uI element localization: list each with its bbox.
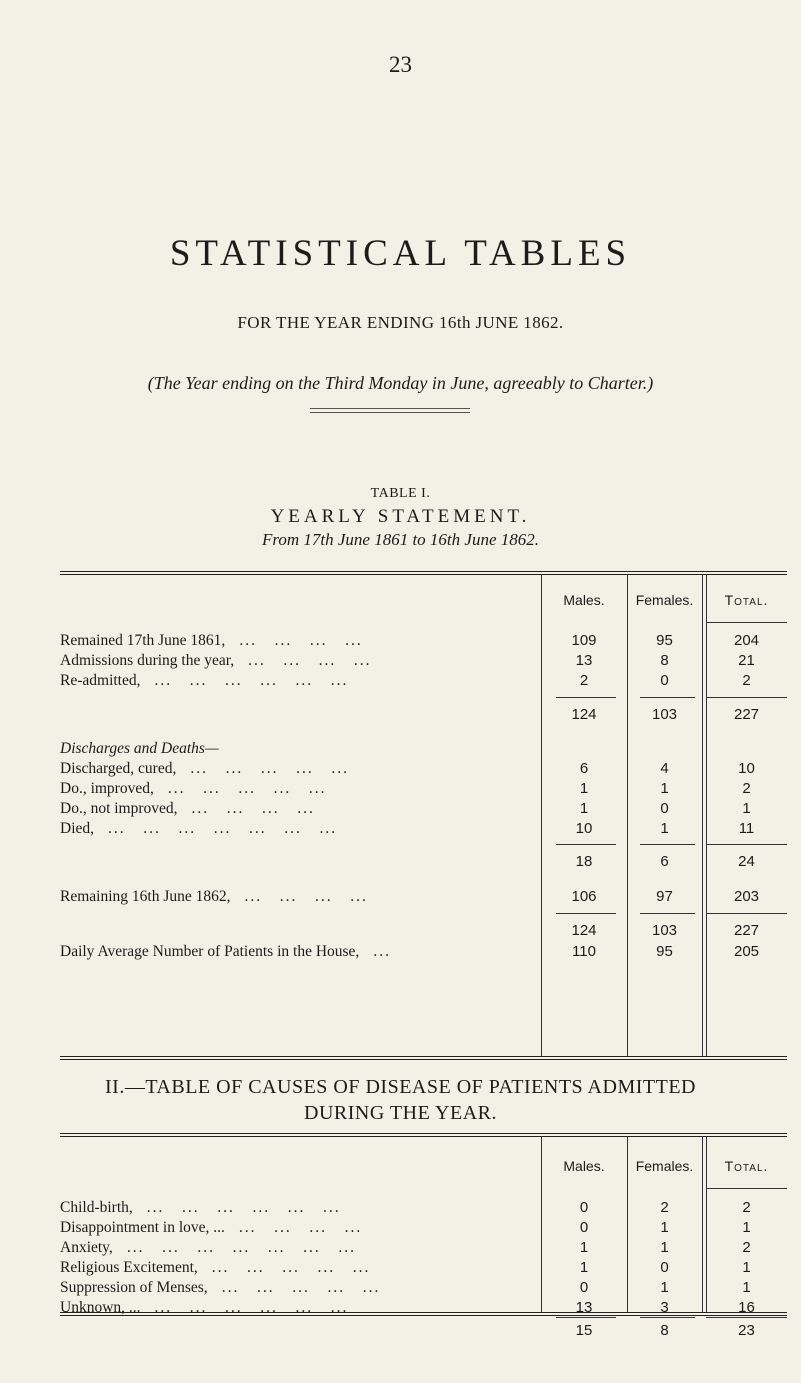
value-total: 2	[742, 1199, 751, 1216]
row-label-text: Remained 17th June 1861,	[60, 632, 226, 649]
row-label	[60, 740, 233, 758]
value-females: 8	[660, 1322, 669, 1339]
sum-rule	[706, 697, 787, 698]
leader-dots: ... ... ... ... ... ...	[154, 1299, 349, 1316]
table-bottom-rule	[60, 1056, 787, 1057]
row-label	[60, 1199, 341, 1217]
value-males: 13	[575, 1299, 593, 1316]
value-males: 106	[571, 888, 597, 905]
value-total: 227	[733, 922, 760, 939]
value-females: 97	[656, 888, 673, 905]
value-females: 2	[660, 1199, 669, 1216]
value-females: 1	[660, 1279, 669, 1296]
leader-dots: ... ... ... ... ...	[221, 1279, 381, 1296]
value-males: 124	[571, 706, 597, 723]
table2-title: II.—TABLE OF CAUSES OF DISEASE OF PATIENTS ADMITTED	[105, 1076, 696, 1098]
column-rule	[702, 1136, 703, 1312]
row-label	[60, 922, 74, 940]
row-label	[60, 1279, 380, 1297]
value-total: 1	[742, 800, 751, 817]
value-females: 4	[660, 760, 669, 777]
row-label	[60, 1322, 74, 1340]
value-males: 6	[579, 760, 589, 777]
value-total: 16	[738, 1299, 755, 1316]
value-total: 23	[738, 1322, 755, 1339]
page-subtitle: FOR THE YEAR ENDING 16th JUNE 1862.	[237, 313, 564, 332]
sum-rule	[556, 697, 616, 698]
leader-dots: ... ... ... ...	[238, 1219, 363, 1236]
row-label-text: Daily Average Number of Patients in the House,	[60, 943, 360, 960]
value-males: 13	[575, 652, 593, 669]
value-females: 0	[660, 672, 669, 689]
value-females: 0	[660, 800, 669, 817]
value-females: 6	[660, 853, 669, 870]
value-total: 11	[738, 820, 755, 837]
value-total: 21	[738, 652, 755, 669]
row-label	[60, 820, 337, 838]
value-males: 15	[575, 1322, 593, 1339]
leader-dots: ... ... ... ... ... ...	[154, 672, 349, 689]
value-males: 124	[571, 922, 597, 939]
value-males: 10	[575, 820, 593, 837]
column-header-males: Males.	[563, 1158, 605, 1174]
row-label-text: Discharges and Deaths—	[60, 740, 219, 757]
sum-rule	[640, 844, 695, 845]
row-label	[60, 1219, 362, 1237]
leader-dots: ... ... ... ...	[239, 632, 363, 649]
row-label	[60, 632, 363, 650]
value-total: 1	[742, 1279, 751, 1296]
table-top-rule	[60, 1133, 787, 1137]
row-label	[60, 652, 372, 670]
leader-dots: ... ... ... ... ...	[167, 780, 327, 797]
value-males: 109	[571, 632, 597, 649]
table1-date-range: From 17th June 1861 to 16th June 1862.	[262, 530, 539, 549]
leader-dots: ... ... ... ... ...	[190, 760, 349, 777]
sum-rule	[706, 1317, 787, 1318]
sum-rule	[556, 844, 616, 845]
total-header-rule	[706, 622, 787, 623]
row-label	[60, 780, 326, 798]
row-label	[60, 760, 349, 778]
row-label	[60, 706, 74, 724]
value-total: 2	[742, 780, 751, 797]
row-label-text: Admissions during the year,	[60, 652, 235, 669]
row-label	[60, 888, 368, 906]
leader-dots: ... ... ... ... ... ... ...	[108, 820, 338, 837]
value-total: 24	[738, 853, 755, 870]
sum-rule	[640, 697, 695, 698]
column-header-females: Females.	[635, 1158, 694, 1174]
divider-rule	[310, 412, 470, 413]
value-females: 1	[660, 1219, 669, 1236]
page-title: STATISTICAL TABLES	[169, 233, 632, 274]
value-males: 1	[579, 800, 589, 817]
leader-dots: ... ... ... ...	[248, 652, 372, 669]
value-males: 1	[579, 780, 589, 797]
row-label-text: Unknown, ...	[60, 1299, 141, 1316]
row-label-text: Discharged, cured,	[60, 760, 177, 777]
sum-rule	[640, 1317, 695, 1318]
value-males: 0	[579, 1279, 589, 1296]
column-header-total: Total.	[724, 1158, 769, 1174]
row-label	[60, 672, 348, 690]
table-bottom-rule	[60, 1315, 787, 1316]
row-label-text: Religious Excitement,	[60, 1259, 198, 1276]
value-females: 1	[660, 780, 669, 797]
value-total: 203	[733, 888, 760, 905]
divider-rule	[310, 408, 470, 409]
row-label	[60, 943, 391, 961]
leader-dots: ... ... ... ...	[244, 888, 368, 905]
table1-heading: YEARLY STATEMENT.	[270, 506, 531, 527]
value-total: 10	[738, 760, 755, 777]
value-females: 95	[656, 943, 673, 960]
value-total: 1	[742, 1219, 751, 1236]
value-total: 227	[733, 706, 760, 723]
value-males: 18	[575, 853, 593, 870]
value-total: 204	[733, 632, 760, 649]
sum-rule	[556, 1317, 616, 1318]
value-females: 103	[651, 922, 678, 939]
leader-dots: ... ... ... ... ... ...	[146, 1199, 341, 1216]
row-label	[60, 1239, 356, 1257]
column-header-females: Females.	[635, 592, 694, 608]
value-females: 103	[651, 706, 678, 723]
table1-label: TABLE I.	[370, 486, 431, 501]
leader-dots: ... ... ... ... ... ... ...	[126, 1239, 356, 1256]
value-females: 0	[660, 1259, 669, 1276]
value-total: 205	[733, 943, 760, 960]
page-number: 23	[389, 52, 412, 77]
row-label-text: Anxiety,	[60, 1239, 113, 1256]
sum-rule	[706, 844, 787, 845]
row-label-text: Died,	[60, 820, 95, 837]
column-rule	[702, 574, 703, 1056]
row-label	[60, 853, 74, 871]
row-label	[60, 800, 315, 818]
value-females: 1	[660, 820, 669, 837]
column-header-males: Males.	[563, 592, 605, 608]
value-males: 110	[572, 943, 596, 960]
value-females: 95	[656, 632, 673, 649]
row-label-text: Suppression of Menses,	[60, 1279, 208, 1296]
value-females: 1	[660, 1239, 669, 1256]
charter-note: (The Year ending on the Third Monday in June, agreeably to Charter.)	[147, 373, 654, 393]
row-label-text: Remaining 16th June 1862,	[60, 888, 231, 905]
value-males: 2	[579, 672, 589, 689]
value-females: 3	[660, 1299, 669, 1316]
leader-dots: ... ... ... ... ...	[211, 1259, 371, 1276]
table-bottom-rule	[60, 1312, 787, 1313]
value-males: 0	[579, 1219, 589, 1236]
column-header-total: Total.	[724, 592, 769, 608]
row-label-text: Do., not improved,	[60, 800, 178, 817]
row-label	[60, 1259, 370, 1277]
value-total: 2	[742, 1239, 751, 1256]
row-label-text: Disappointment in love, ...	[60, 1219, 225, 1236]
sum-rule	[640, 913, 695, 914]
value-males: 1	[579, 1239, 589, 1256]
sum-rule	[706, 913, 787, 914]
value-total: 2	[742, 672, 751, 689]
table-bottom-rule	[60, 1059, 787, 1060]
leader-dots: ...	[373, 943, 391, 960]
row-label-text: Re-admitted,	[60, 672, 141, 689]
row-label-text: Do., improved,	[60, 780, 154, 797]
row-label-text: Child-birth,	[60, 1199, 133, 1216]
value-total: 1	[742, 1259, 751, 1276]
value-males: 0	[579, 1199, 589, 1216]
value-females: 8	[660, 652, 669, 669]
value-males: 1	[579, 1259, 589, 1276]
sum-rule	[556, 913, 616, 914]
total-header-rule	[706, 1188, 787, 1189]
table2-title-line2: DURING THE YEAR.	[304, 1102, 497, 1124]
table-top-rule	[60, 571, 787, 575]
leader-dots: ... ... ... ...	[191, 800, 315, 817]
